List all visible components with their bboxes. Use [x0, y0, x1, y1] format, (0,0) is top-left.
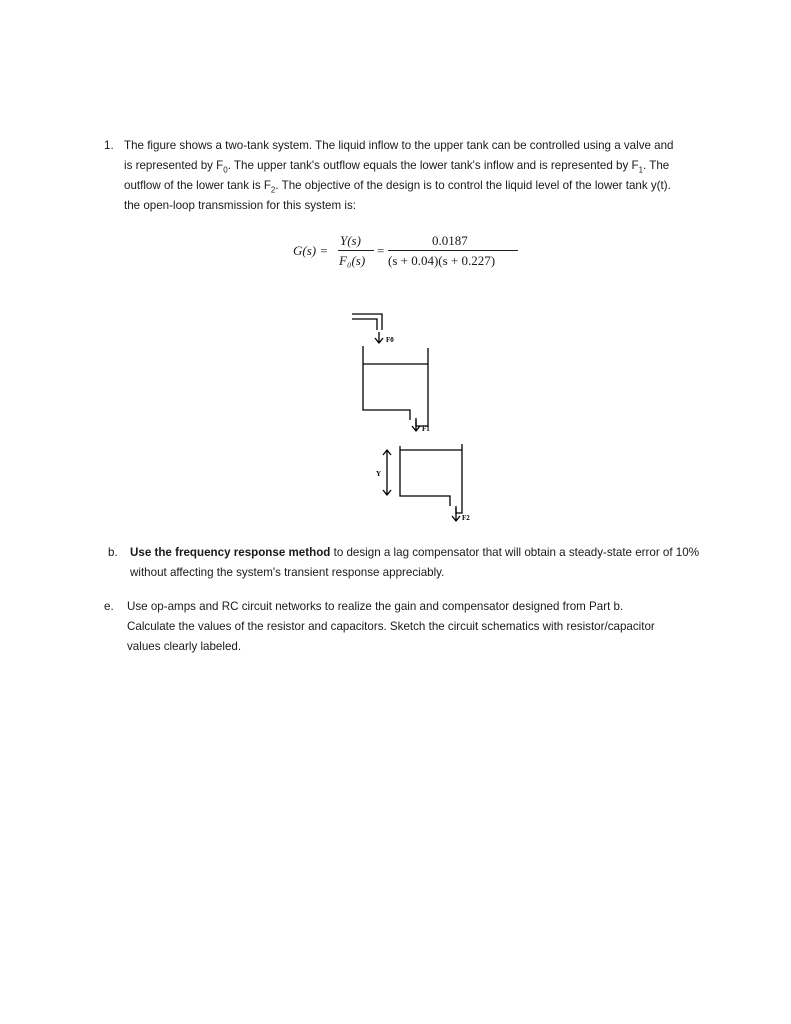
equation-lhs: G(s) =	[293, 243, 329, 258]
part-e-text: Use op-amps and RC circuit networks to realize the gain and compensator designed from Part b. Calculate the values of the resistor and capacitors. Sketch the circuit schematics with resistor/capacitor values clearly labeled.	[127, 600, 655, 653]
q1-sub-0: 0	[223, 165, 228, 175]
question-1-text	[124, 136, 684, 216]
label-y: Y	[376, 470, 382, 478]
level-y-double-arrow-icon	[383, 450, 391, 495]
equation-equals: =	[377, 243, 385, 258]
part-b-rest: to design a lag compensator that will obtain a steady-state error of 10% without affecting the system's transient response appreciably.	[130, 546, 700, 579]
label-f1: F1	[422, 425, 430, 433]
lower-tank-left-wall	[400, 446, 450, 506]
inlet-pipe-inner	[352, 319, 377, 330]
fraction1-bar	[338, 250, 374, 251]
q1-text-d: . The objective of the design is to control the liquid level of the lower tank y(t). the open-loop transmission for this system is:	[124, 179, 671, 212]
question-number: 1.	[104, 139, 114, 152]
upper-tank-right-wall	[416, 348, 428, 426]
lower-tank-right-wall	[456, 444, 462, 513]
upper-tank-left-wall	[363, 346, 410, 420]
q1-text-b: . The upper tank's outflow equals the lower tank's inflow and is represented by F	[227, 159, 639, 172]
q1-text-a: The figure shows a two-tank system. The liquid inflow to the upper tank can be controlled using a valve and is represented by F	[124, 139, 674, 172]
f0-arrow-icon	[375, 332, 383, 343]
fraction1-denominator: F₀(s)	[339, 253, 366, 268]
part-b-bold: Use the frequency response method	[130, 546, 331, 559]
part-b-label: b.	[108, 546, 118, 559]
fraction2-denominator: (s + 0.04)(s + 0.227)	[388, 253, 496, 268]
q1-sub-2: 2	[270, 185, 276, 195]
label-f2: F2	[462, 514, 470, 522]
fraction2-numerator: 0.0187	[432, 233, 468, 248]
q1-sub-1: 1	[638, 165, 644, 175]
q1-text-c: . The outflow of the lower tank is F	[124, 159, 670, 192]
part-b-text	[130, 543, 700, 583]
f2-arrow-icon	[452, 508, 460, 521]
label-f0: F0	[386, 336, 394, 344]
f1-arrow-icon	[412, 418, 420, 431]
two-tank-diagram	[350, 308, 490, 528]
fraction2-bar	[388, 250, 518, 251]
fraction1-numerator: Y(s)	[340, 233, 361, 248]
part-e-label: e.	[104, 600, 114, 613]
